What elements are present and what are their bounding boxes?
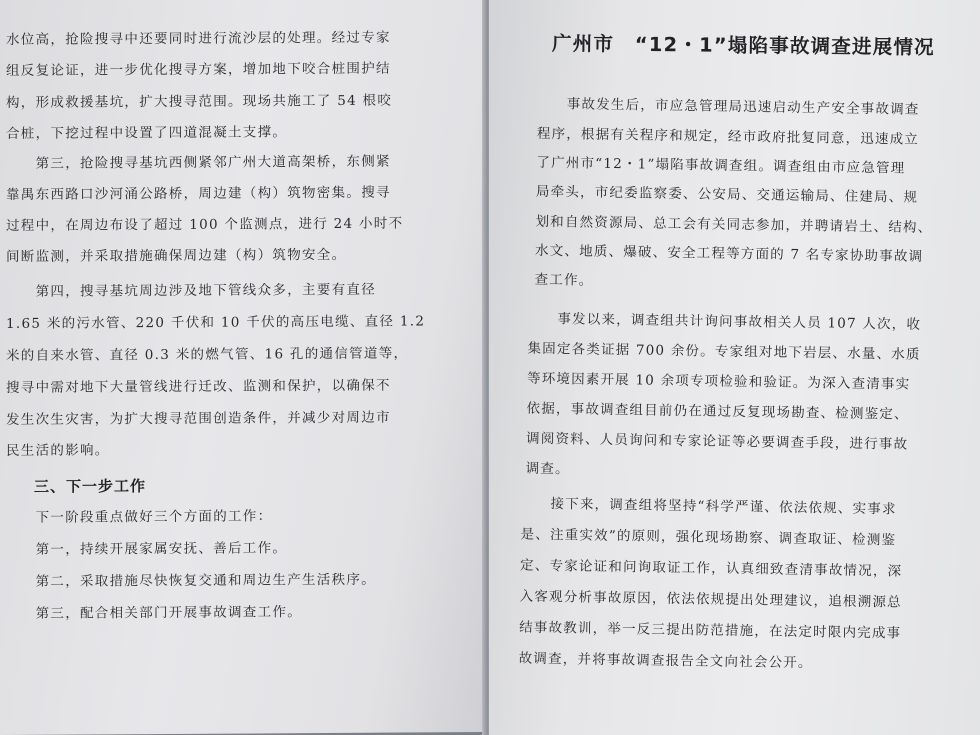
left-line-1: 水位高，抢险搜寻中还要同时进行流沙层的处理。经过专家 xyxy=(6,29,391,48)
right-line-15: 是、注重实效”的原则，强化现场勘察、调查取证、检测鉴 xyxy=(520,526,897,549)
left-line-3: 构，形成救援基坑，扩大搜寻范围。现场共施工了 54 根咬 xyxy=(6,92,393,111)
right-line-17: 入客观分析事故原因，依法依规提出处理建议，追根溯源总 xyxy=(519,588,902,611)
right-line-12: 调阅资料、人员询问和专家论证等必要调查手段，进行事故 xyxy=(525,430,909,453)
right-line-8: 事发以来，调查组共计询问事故相关人员 107 人次，收 xyxy=(527,310,922,333)
right-body xyxy=(489,0,980,735)
left-line-11: 米的自来水管、直径 0.3 米的燃气管、16 孔的通信管道等， xyxy=(6,345,409,364)
section-heading: 三、下一步工作 xyxy=(34,477,147,496)
section-line-1: 下一阶段重点做好三个方面的工作： xyxy=(6,508,273,526)
left-line-6: 靠禺东西路口沙河涌公路桥，周边建（构）筑物密集。搜寻 xyxy=(6,184,391,203)
left-line-5: 第三，抢险搜寻基坑西侧紧邻广州大道高架桥，东侧紧 xyxy=(6,153,391,172)
right-line-4: 局牵头，市纪委监察委、公安局、交通运输局、住建局、规 xyxy=(535,183,919,206)
right-line-7: 查工作。 xyxy=(534,271,594,289)
right-line-18: 结事故教训，举一反三提出防范措施，在法定时限内完成事 xyxy=(519,619,902,642)
left-line-8: 间断监测，并采取措施确保周边建（构）筑物安全。 xyxy=(6,246,347,265)
left-line-13: 发生次生灾害，为扩大搜寻范围创造条件，并减少对周边市 xyxy=(6,409,391,428)
right-page xyxy=(489,0,980,735)
right-line-14: 接下来，调查组将坚持“科学严谨、依法依规、实事求 xyxy=(520,495,897,518)
right-line-6: 水文、地质、爆破、安全工程等方面的 7 名专家协助事故调 xyxy=(534,242,924,265)
page-title: 广州市 “12・1”塌陷事故调查进展情况 xyxy=(551,32,935,60)
left-line-14: 民生活的影响。 xyxy=(6,442,110,459)
left-line-10: 1.65 米的污水管、220 千伏和 10 千伏的高压电缆、直径 1.2 xyxy=(6,313,426,332)
left-line-2: 组反复论证，进一步优化搜寻方案，增加地下咬合桩围护结 xyxy=(6,60,391,79)
right-line-11: 依据，事故调查组目前仍在通过反复现场勘查、检测鉴定、 xyxy=(526,400,909,423)
right-line-16: 定、专家论证和问询取证工作，认真细致查清事故情况，深 xyxy=(519,557,903,580)
left-line-12: 搜寻中需对地下大量管线进行迁改、监测和保护，以确保不 xyxy=(6,377,391,396)
right-line-2: 程序，根据有关程序和规定，经市政府批复同意，迅速成立 xyxy=(536,125,920,148)
right-line-3: 了广州市“12・1”塌陷事故调查组。调查组由市应急管理 xyxy=(536,154,906,177)
left-line-4: 合桩，下挖过程中设置了四道混凝土支撑。 xyxy=(6,124,288,142)
right-line-9: 集固定各类证据 700 余份。专家组对地下岩层、水量、水质 xyxy=(527,340,921,363)
right-line-19: 故调查，并将事故调查报告全文向社会公开。 xyxy=(518,650,813,672)
section-line-3: 第二，采取措施尽快恢复交通和周边生产生活秩序。 xyxy=(6,571,376,590)
right-line-10: 等环境因素开展 10 余项专项检验和验证。为深入查清事实 xyxy=(526,370,911,393)
right-line-13: 调查。 xyxy=(525,460,570,478)
right-line-5: 划和自然资源局、总工会有关同志参加，并聘请岩土、结构、 xyxy=(535,213,933,236)
left-page xyxy=(0,0,486,735)
section-line-2: 第一，持续开展家属安抚、善后工作。 xyxy=(6,540,288,558)
section-line-4: 第三，配合相关部门开展事故调查工作。 xyxy=(6,604,302,622)
right-line-1: 事故发生后，市应急管理局迅速启动生产安全事故调查 xyxy=(537,95,920,118)
left-line-7: 过程中，在周边布设了超过 100 个监测点，进行 24 小时不 xyxy=(6,215,404,234)
left-line-9: 第四，搜寻基坑周边涉及地下管线众多，主要有直径 xyxy=(6,281,376,300)
